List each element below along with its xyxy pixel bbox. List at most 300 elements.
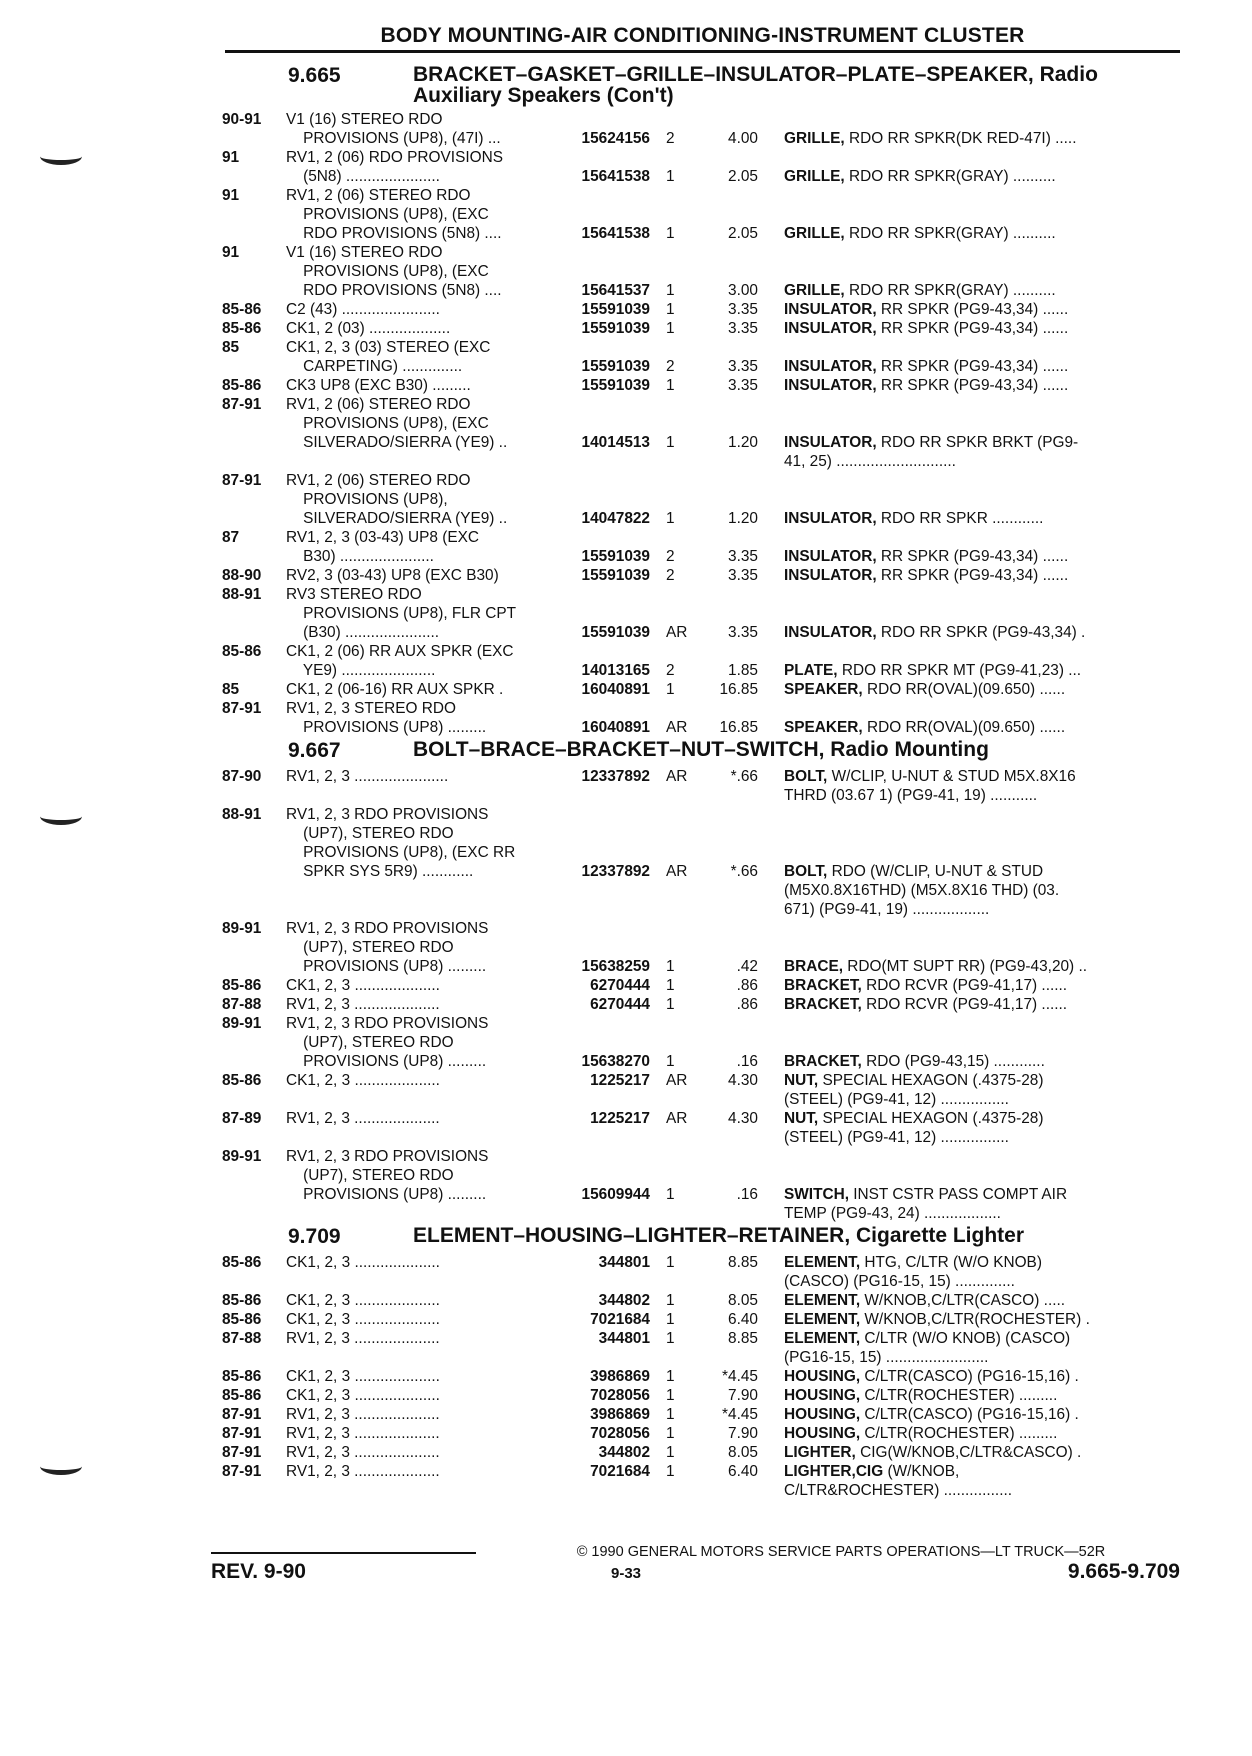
model-years (222, 1033, 286, 1052)
application-description (286, 881, 556, 900)
model-years: 88-90 (222, 567, 262, 584)
part-description (758, 1310, 1187, 1329)
price: 3.00 (728, 282, 758, 299)
part-name: SWITCH, (784, 1186, 849, 1203)
part-detail: SPECIAL HEXAGON (.4375-28) (822, 1072, 1044, 1089)
application-description: V1 (16) STEREO RDO (286, 244, 443, 261)
quantity (650, 1147, 708, 1166)
model-years (222, 1166, 286, 1185)
model-years: 85-86 (222, 1387, 262, 1404)
application-description: (5N8) ...................... (286, 168, 440, 185)
model-years: 87-91 (222, 1463, 262, 1480)
part-detail: TEMP (PG9-43, 24) .................. (784, 1205, 1001, 1222)
model-years: 85-86 (222, 1254, 262, 1271)
part-name: PLATE, (784, 662, 838, 679)
model-years (222, 1185, 286, 1204)
part-number (556, 881, 650, 900)
part-description (758, 862, 1187, 881)
part-description (758, 957, 1187, 976)
price: 3.35 (728, 358, 758, 375)
parts-row (222, 1128, 1187, 1147)
part-name: GRILLE, (784, 130, 845, 147)
application-description: SILVERADO/SIERRA (YE9) .. (286, 434, 508, 451)
quantity: 1 (666, 958, 675, 975)
model-years: 89-91 (222, 1148, 262, 1165)
quantity (650, 471, 708, 490)
part-detail: RDO RR(OVAL)(09.650) ...... (866, 681, 1066, 698)
parts-listing (222, 62, 1187, 1500)
model-years: 85-86 (222, 320, 262, 337)
part-number: 15624156 (581, 130, 650, 147)
part-description (758, 1052, 1187, 1071)
price (708, 1090, 758, 1109)
price (708, 148, 758, 167)
part-number (556, 186, 650, 205)
quantity: 1 (666, 1387, 675, 1404)
part-description (758, 1014, 1187, 1033)
price (708, 786, 758, 805)
part-number: 3986869 (590, 1406, 650, 1423)
part-number (556, 528, 650, 547)
part-name: INSULATOR, (784, 434, 877, 451)
model-years (222, 1128, 286, 1147)
quantity: 1 (666, 1186, 675, 1203)
part-name: LIGHTER,CIG (784, 1463, 884, 1480)
quantity (650, 262, 708, 281)
part-detail: W/KNOB,C/LTR(ROCHESTER) . (864, 1311, 1090, 1328)
model-years (222, 205, 286, 224)
part-number (556, 919, 650, 938)
model-years: 87-91 (222, 472, 262, 489)
quantity (650, 338, 708, 357)
parts-row (222, 900, 1187, 919)
price: 16.85 (719, 719, 758, 736)
parts-row (222, 414, 1187, 433)
part-name: BOLT, (784, 863, 828, 880)
quantity (650, 919, 708, 938)
parts-row (222, 1386, 1187, 1405)
price (708, 1033, 758, 1052)
price (708, 805, 758, 824)
model-years: 85-86 (222, 1292, 262, 1309)
quantity (650, 528, 708, 547)
part-detail: W/CLIP, U-NUT & STUD M5X.8X16 (831, 768, 1076, 785)
part-description (758, 243, 1187, 262)
quantity (650, 805, 708, 824)
part-number: 15591039 (581, 548, 650, 565)
part-description (758, 319, 1187, 338)
price (708, 919, 758, 938)
parts-row (222, 1443, 1187, 1462)
part-description (758, 281, 1187, 300)
part-description (758, 395, 1187, 414)
price (708, 843, 758, 862)
quantity: 2 (666, 548, 675, 565)
part-number: 1225217 (590, 1072, 650, 1089)
part-description (758, 805, 1187, 824)
quantity: 1 (666, 1254, 675, 1271)
part-number (556, 604, 650, 623)
part-detail: HTG, C/LTR (W/O KNOB) (864, 1254, 1042, 1271)
part-detail: RR SPKR (PG9-43,34) ...... (880, 548, 1069, 565)
price: 7.90 (728, 1387, 758, 1404)
model-years: 89-91 (222, 1015, 262, 1032)
part-detail: RR SPKR (PG9-43,34) ...... (880, 358, 1069, 375)
application-description: RV1, 2, 3 .................... (286, 1110, 440, 1127)
quantity (650, 786, 708, 805)
quantity (650, 938, 708, 957)
quantity: AR (666, 768, 688, 785)
parts-row (222, 1291, 1187, 1310)
part-number (556, 1166, 650, 1185)
application-description: CK1, 2 (03) ................... (286, 320, 451, 337)
part-description (758, 1443, 1187, 1462)
part-detail: C/LTR (W/O KNOB) (CASCO) (864, 1330, 1071, 1347)
quantity (650, 585, 708, 604)
model-years (222, 1052, 286, 1071)
part-description (758, 843, 1187, 862)
part-description (758, 1462, 1187, 1481)
part-detail: (W/KNOB, (887, 1463, 960, 1480)
quantity (650, 1348, 708, 1367)
price (708, 395, 758, 414)
quantity (650, 1481, 708, 1500)
price: 3.35 (728, 624, 758, 641)
price: 6.40 (728, 1463, 758, 1480)
price: 1.85 (728, 662, 758, 679)
part-description (758, 205, 1187, 224)
parts-row (222, 433, 1187, 452)
model-years: 87-88 (222, 996, 262, 1013)
model-years (222, 957, 286, 976)
quantity: AR (666, 863, 688, 880)
application-description: CK1, 2, 3 .................... (286, 1311, 440, 1328)
application-description: SILVERADO/SIERRA (YE9) .. (286, 510, 508, 527)
quantity (650, 1204, 708, 1223)
part-name: INSULATOR, (784, 548, 877, 565)
quantity: AR (666, 1072, 688, 1089)
part-number: 344801 (598, 1330, 650, 1347)
price: 3.35 (728, 377, 758, 394)
price: 4.30 (728, 1072, 758, 1089)
application-description: (UP7), STEREO RDO (286, 825, 454, 842)
application-description: CK1, 2, 3 .................... (286, 1292, 440, 1309)
application-description: CK1, 2, 3 .................... (286, 1072, 440, 1089)
parts-row (222, 881, 1187, 900)
part-description (758, 1204, 1187, 1223)
part-detail: RDO RR SPKR(GRAY) .......... (849, 282, 1056, 299)
part-number (556, 205, 650, 224)
price (708, 338, 758, 357)
price (708, 1348, 758, 1367)
part-number: 7021684 (590, 1463, 650, 1480)
model-years: 87 (222, 529, 240, 546)
parts-row (222, 919, 1187, 938)
section-title (413, 739, 1187, 763)
price: 8.85 (728, 1254, 758, 1271)
price (708, 471, 758, 490)
application-description: (B30) ...................... (286, 624, 440, 641)
part-detail: 671) (PG9-41, 19) .................. (784, 901, 990, 918)
parts-row (222, 186, 1187, 205)
quantity (650, 452, 708, 471)
part-detail: INST CSTR PASS COMPT AIR (853, 1186, 1068, 1203)
application-description (286, 1272, 556, 1291)
application-description: PROVISIONS (UP8), (EXC (286, 415, 489, 432)
quantity (650, 186, 708, 205)
parts-row (222, 1166, 1187, 1185)
part-description (758, 718, 1187, 737)
part-number (556, 1204, 650, 1223)
parts-row (222, 300, 1187, 319)
model-years (222, 490, 286, 509)
quantity (650, 1166, 708, 1185)
part-number: 15591039 (581, 301, 650, 318)
part-description (758, 1090, 1187, 1109)
part-number (556, 1033, 650, 1052)
part-detail: (STEEL) (PG9-41, 12) ................ (784, 1091, 1009, 1108)
parts-row (222, 1185, 1187, 1204)
part-detail: RR SPKR (PG9-43,34) ...... (880, 377, 1069, 394)
part-detail: C/LTR(CASCO) (PG16-15,16) . (864, 1406, 1079, 1423)
application-description: (UP7), STEREO RDO (286, 939, 454, 956)
part-description (758, 414, 1187, 433)
quantity: 1 (666, 282, 675, 299)
binder-hole-mark (40, 808, 82, 825)
part-number: 15609944 (581, 1186, 650, 1203)
price (708, 1481, 758, 1500)
quantity (650, 843, 708, 862)
price: 2.05 (728, 168, 758, 185)
application-description: PROVISIONS (UP8), (EXC (286, 263, 489, 280)
application-description: RV1, 2 (06) RDO PROVISIONS (286, 149, 503, 166)
part-number (556, 642, 650, 661)
section-range: 9.665-9.709 (1067, 1560, 1180, 1583)
part-detail: 41, 25) ............................ (784, 453, 956, 470)
part-number: 16040891 (581, 719, 650, 736)
part-description (758, 1071, 1187, 1090)
model-years (222, 1481, 286, 1500)
part-number (556, 414, 650, 433)
quantity: 2 (666, 567, 675, 584)
application-description: PROVISIONS (UP8) ......... (286, 958, 487, 975)
quantity: 1 (666, 681, 675, 698)
part-name: INSULATOR, (784, 320, 877, 337)
model-years: 89-91 (222, 920, 262, 937)
part-number: 15641538 (581, 168, 650, 185)
parts-row (222, 243, 1187, 262)
price (708, 604, 758, 623)
model-years (222, 881, 286, 900)
price: .16 (736, 1186, 758, 1203)
part-detail: (CASCO) (PG16-15, 15) .............. (784, 1273, 1015, 1290)
part-number: 15641537 (581, 282, 650, 299)
model-years (222, 414, 286, 433)
price (708, 699, 758, 718)
part-number: 7028056 (590, 1425, 650, 1442)
application-description: RV1, 2, 3 .................... (286, 1444, 440, 1461)
model-years (222, 262, 286, 281)
application-description (286, 452, 556, 471)
parts-row (222, 786, 1187, 805)
model-years: 87-90 (222, 768, 262, 785)
application-description: PROVISIONS (UP8), FLR CPT (286, 605, 517, 622)
part-description (758, 110, 1187, 129)
parts-row (222, 205, 1187, 224)
parts-row (222, 490, 1187, 509)
part-name: BRACKET, (784, 996, 862, 1013)
part-detail: RDO RR SPKR MT (PG9-41,23) ... (841, 662, 1082, 679)
part-name: ELEMENT, (784, 1254, 861, 1271)
application-description: CK1, 2, 3 .................... (286, 1387, 440, 1404)
application-description: RV1, 2, 3 RDO PROVISIONS (286, 1148, 489, 1165)
parts-row (222, 976, 1187, 995)
part-description (758, 1272, 1187, 1291)
section-title (413, 64, 1187, 106)
price (708, 938, 758, 957)
parts-row (222, 566, 1187, 585)
price (708, 414, 758, 433)
parts-row (222, 585, 1187, 604)
part-name: INSULATOR, (784, 301, 877, 318)
parts-row (222, 1033, 1187, 1052)
model-years: 85-86 (222, 977, 262, 994)
parts-row (222, 129, 1187, 148)
model-years (222, 718, 286, 737)
part-detail: RDO RCVR (PG9-41,17) ...... (866, 977, 1068, 994)
model-years (222, 661, 286, 680)
part-number (556, 843, 650, 862)
part-number: 12337892 (581, 768, 650, 785)
part-description (758, 1329, 1187, 1348)
application-description: CK1, 2, 3 (03) STEREO (EXC (286, 339, 491, 356)
parts-row (222, 376, 1187, 395)
price: 3.35 (728, 320, 758, 337)
part-detail: RR SPKR (PG9-43,34) ...... (880, 301, 1069, 318)
application-description: PROVISIONS (UP8), (286, 491, 448, 508)
part-name: SPEAKER, (784, 681, 863, 698)
part-name: HOUSING, (784, 1406, 861, 1423)
application-description (286, 1090, 556, 1109)
part-number: 14013165 (581, 662, 650, 679)
application-description: RV1, 2, 3 .................... (286, 996, 440, 1013)
parts-row (222, 623, 1187, 642)
part-description (758, 300, 1187, 319)
part-description (758, 528, 1187, 547)
part-detail: CIG(W/KNOB,C/LTR&CASCO) . (860, 1444, 1082, 1461)
price: .16 (736, 1053, 758, 1070)
model-years: 85-86 (222, 301, 262, 318)
application-description: RV1, 2, 3 .................... (286, 1406, 440, 1423)
quantity: 2 (666, 662, 675, 679)
part-number: 15638259 (581, 958, 650, 975)
quantity: 1 (666, 1368, 675, 1385)
quantity: 1 (666, 996, 675, 1013)
part-description (758, 881, 1187, 900)
model-years (222, 623, 286, 642)
part-number (556, 786, 650, 805)
parts-row (222, 148, 1187, 167)
part-description (758, 547, 1187, 566)
parts-row (222, 281, 1187, 300)
parts-row (222, 843, 1187, 862)
price: 1.20 (728, 434, 758, 451)
part-number: 15591039 (581, 320, 650, 337)
part-description (758, 680, 1187, 699)
part-detail: RDO RR(OVAL)(09.650) ...... (866, 719, 1066, 736)
model-years (222, 862, 286, 881)
part-number (556, 395, 650, 414)
revision-label: REV. 9-90 (211, 1560, 306, 1583)
application-description: RV2, 3 (03-43) UP8 (EXC B30) (286, 567, 499, 584)
model-years (222, 129, 286, 148)
section-title-line: BOLT–BRACE–BRACKET–NUT–SWITCH, Radio Mounting (413, 738, 989, 761)
quantity: 1 (666, 434, 675, 451)
model-years (222, 1272, 286, 1291)
part-number: 16040891 (581, 681, 650, 698)
parts-row (222, 862, 1187, 881)
section-title-line: BRACKET–GASKET–GRILLE–INSULATOR–PLATE–SPEAKER, Radio (413, 63, 1098, 86)
part-name: ELEMENT, (784, 1292, 861, 1309)
part-number (556, 900, 650, 919)
model-years: 90-91 (222, 111, 262, 128)
part-number: 344802 (598, 1444, 650, 1461)
model-years: 91 (222, 149, 240, 166)
part-name: BRACE, (784, 958, 843, 975)
price (708, 1166, 758, 1185)
quantity: 1 (666, 977, 675, 994)
section-heading (222, 1225, 1187, 1249)
quantity (650, 205, 708, 224)
parts-row (222, 938, 1187, 957)
section-number: 9.667 (288, 739, 341, 762)
price: .86 (736, 996, 758, 1013)
application-description: RV3 STEREO RDO (286, 586, 422, 603)
part-detail: RDO RCVR (PG9-41,17) ...... (866, 996, 1068, 1013)
model-years: 91 (222, 244, 240, 261)
price: 3.35 (728, 567, 758, 584)
part-number (556, 471, 650, 490)
part-number: 6270444 (590, 977, 650, 994)
part-name: ELEMENT, (784, 1330, 861, 1347)
section-title-line: Auxiliary Speakers (Con't) (413, 84, 674, 107)
price: 3.35 (728, 301, 758, 318)
quantity (650, 110, 708, 129)
application-description: V1 (16) STEREO RDO (286, 111, 443, 128)
price (708, 1014, 758, 1033)
application-description: CK1, 2, 3 .................... (286, 1368, 440, 1385)
part-number (556, 585, 650, 604)
parts-row (222, 1090, 1187, 1109)
part-number (556, 824, 650, 843)
part-description (758, 1166, 1187, 1185)
application-description: (UP7), STEREO RDO (286, 1167, 454, 1184)
part-number (556, 1348, 650, 1367)
section-heading (222, 739, 1187, 763)
part-description (758, 585, 1187, 604)
quantity: 1 (666, 1053, 675, 1070)
part-detail: (M5X0.8X16THD) (M5X.8X16 THD) (03. (784, 882, 1060, 899)
part-description (758, 452, 1187, 471)
part-description (758, 938, 1187, 957)
footer-rule (211, 1544, 1181, 1558)
part-name: INSULATOR, (784, 377, 877, 394)
part-name: NUT, (784, 1072, 819, 1089)
part-description (758, 767, 1187, 786)
part-number (556, 262, 650, 281)
parts-row (222, 224, 1187, 243)
part-number: 344802 (598, 1292, 650, 1309)
